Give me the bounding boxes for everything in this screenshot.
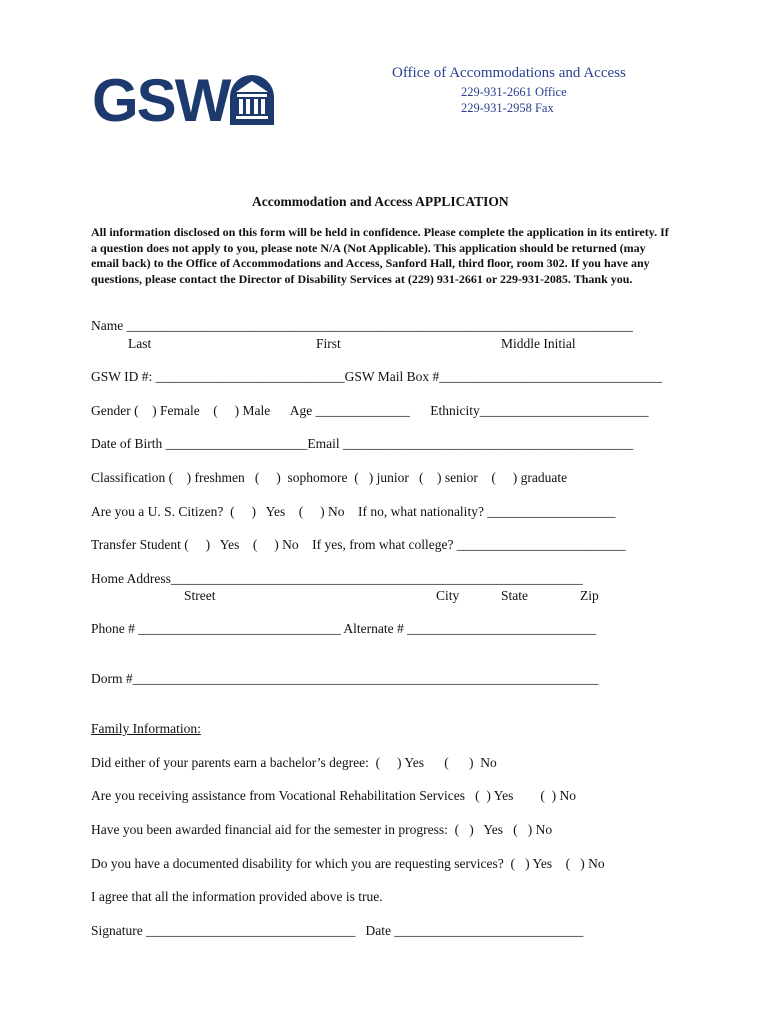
address-sublabel-zip: Zip — [580, 588, 599, 603]
agreement-statement: I agree that all the information provided above is true. — [91, 889, 383, 904]
office-title: Office of Accommodations and Access — [392, 65, 626, 81]
family-info-heading: Family Information: — [91, 721, 201, 736]
office-fax: 229-931-2958 Fax — [461, 101, 554, 115]
office-phone: 229-931-2661 Office — [461, 85, 567, 99]
name-sublabel-middle: Middle Initial — [501, 336, 576, 351]
gsw-building-icon — [226, 71, 278, 125]
name-sublabel-first: First — [316, 336, 341, 351]
transfer-line[interactable]: Transfer Student ( ) Yes ( ) No If yes, from what college? _________________________ — [91, 537, 626, 552]
address-sublabel-state: State — [501, 588, 528, 603]
citizen-line[interactable]: Are you a U. S. Citizen? ( ) Yes ( ) No If no, what nationality? ___________________ — [91, 504, 616, 519]
gender-age-ethnicity-line[interactable]: Gender ( ) Female ( ) Male Age ______________ Ethnicity_________________________ — [91, 403, 649, 418]
disability-line[interactable]: Do you have a documented disability for which you are requesting services? ( ) Yes ( ) No — [91, 856, 605, 871]
dob-email-line[interactable]: Date of Birth _____________________Email ___________________________________________ — [91, 436, 634, 451]
financial-aid-line[interactable]: Have you been awarded financial aid for the semester in progress: ( ) Yes ( ) No — [91, 822, 553, 837]
address-sublabel-street: Street — [184, 588, 216, 603]
name-line[interactable]: Name ___________________________________________________________________________ — [91, 318, 633, 333]
gsw-id-line[interactable]: GSW ID #: ____________________________GSW Mail Box #_________________________________ — [91, 369, 663, 384]
intro-paragraph: All information disclosed on this form will be held in confidence. Please complete the application in its entirety. If a question does not apply to you, please note N/A (Not Applicable). This application should be returned (may email back) to the Office of Accommodations and Access, Sanford Hall, third floor, room 302. If you have any questions, please contact the Director of Disability Services at (229) 931-2661 or 229-931-2085. Thank you. — [91, 225, 669, 286]
voc-rehab-line[interactable]: Are you receiving assistance from Vocational Rehabilitation Services ( ) Yes ( ) No — [91, 788, 577, 803]
dorm-line[interactable]: Dorm #_____________________________________________________________________ — [91, 671, 599, 686]
classification-line[interactable]: Classification ( ) freshmen ( ) sophomore ( ) junior ( ) senior ( ) graduate — [91, 470, 568, 485]
parents-degree-line[interactable]: Did either of your parents earn a bachelor’s degree: ( ) Yes ( ) No — [91, 755, 497, 770]
home-address-line[interactable]: Home Address_____________________________________________________________ — [91, 571, 583, 586]
phone-line[interactable]: Phone # ______________________________ Alternate # ____________________________ — [91, 621, 597, 636]
signature-date-line[interactable]: Signature _______________________________ Date ____________________________ — [91, 923, 584, 938]
gsw-logo-text: GSW — [92, 67, 230, 134]
address-sublabel-city: City — [436, 588, 460, 603]
name-sublabel-last: Last — [128, 336, 152, 351]
form-title: Accommodation and Access APPLICATION — [252, 194, 509, 209]
